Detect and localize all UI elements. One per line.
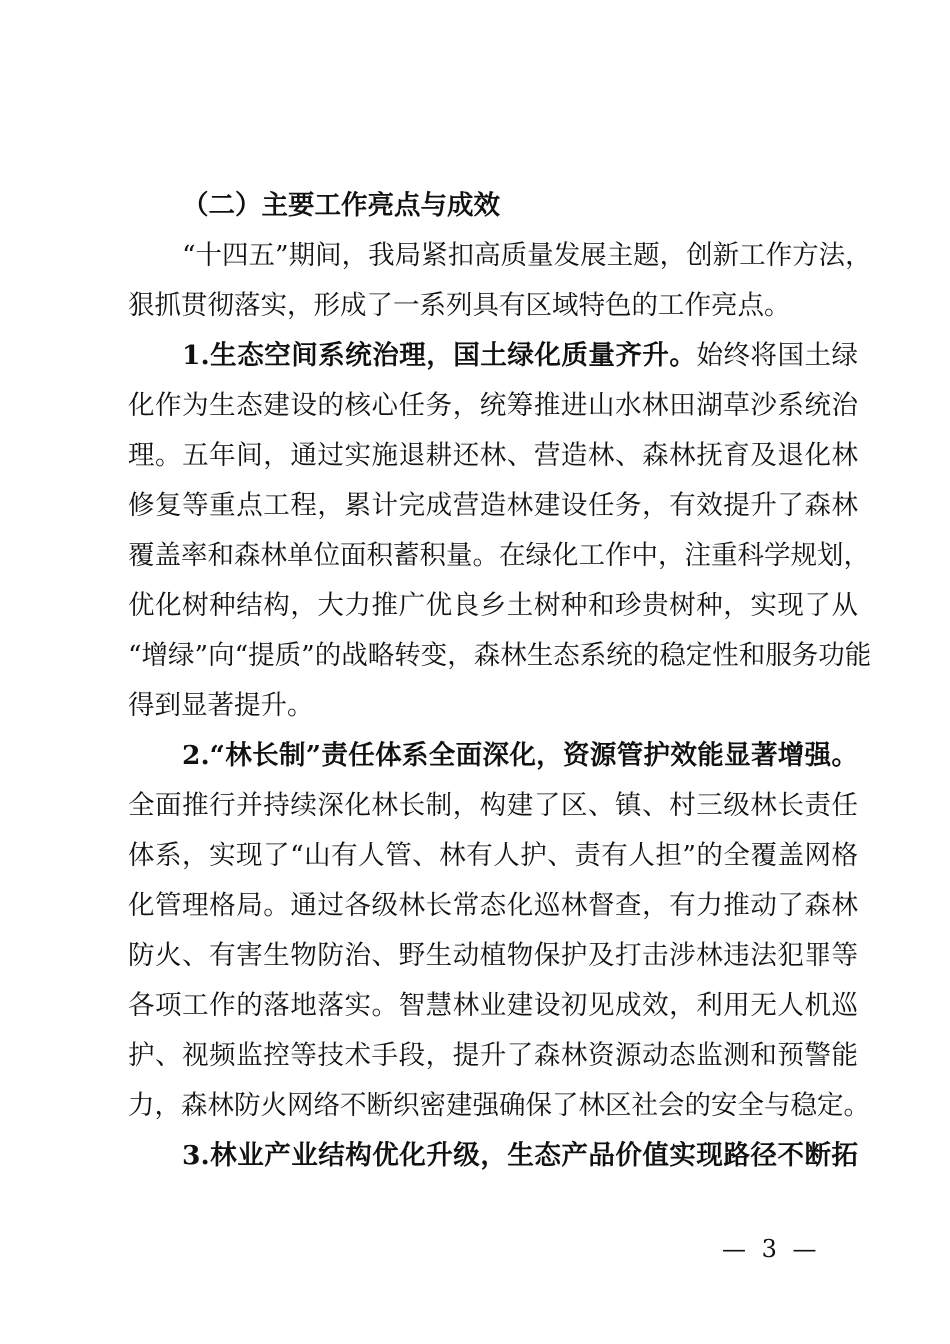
item1-line: 理。五年间，通过实施退耕还林、营造林、森林抚育及退化林 [128, 440, 858, 471]
item2-line: 力，森林防火网络不断织密建强确保了林区社会的安全与稳定。 [128, 1090, 870, 1121]
item2-line: 护、视频监控等技术手段，提升了森林资源动态监测和预警能 [128, 1040, 858, 1071]
item1-line: 覆盖率和森林单位面积蓄积量。在绿化工作中，注重科学规划， [128, 540, 870, 571]
intro-line-1: “十四五”期间，我局紧扣高质量发展主题，创新工作方法， [182, 240, 872, 271]
item2-line: 各项工作的落地落实。智慧林业建设初见成效，利用无人机巡 [128, 990, 858, 1021]
item1-title: 1.生态空间系统治理，国土绿化质量齐升。 [182, 340, 697, 371]
item2-line: 化管理格局。通过各级林长常态化巡林督查，有力推动了森林 [128, 890, 858, 921]
intro-line-2: 狠抓贯彻落实，形成了一系列具有区域特色的工作亮点。 [128, 290, 791, 321]
item2-title: 2.“林长制”责任体系全面深化，资源管护效能显著增强。 [182, 740, 858, 771]
item1-line: 优化树种结构，大力推广优良乡土树种和珍贵树种，实现了从 [128, 590, 858, 621]
page-number: — 3 — [722, 1235, 821, 1263]
item1-line: 得到显著提升。 [128, 690, 314, 721]
document-body [128, 181, 872, 1181]
item1-line: “增绿”向“提质”的战略转变，森林生态系统的稳定性和服务功能 [128, 640, 872, 671]
item1-line: 修复等重点工程，累计完成营造林建设任务，有效提升了森林 [128, 490, 858, 521]
item1-first-line [128, 331, 858, 381]
item1-first-line-rest: 始终将国土绿 [696, 340, 859, 371]
item1-line: 化作为生态建设的核心任务，统筹推进山水林田湖草沙系统治 [128, 390, 858, 421]
item2-line: 全面推行并持续深化林长制，构建了区、镇、村三级林长责任 [128, 790, 858, 821]
section-heading: （二）主要工作亮点与成效 [182, 190, 500, 221]
item2-line: 体系，实现了“山有人管、林有人护、责有人担”的全覆盖网格 [128, 840, 858, 871]
item2-line: 防火、有害生物防治、野生动植物保护及打击涉林违法犯罪等 [128, 940, 858, 971]
item3-title: 3.林业产业结构优化升级，生态产品价值实现路径不断拓 [182, 1140, 858, 1171]
